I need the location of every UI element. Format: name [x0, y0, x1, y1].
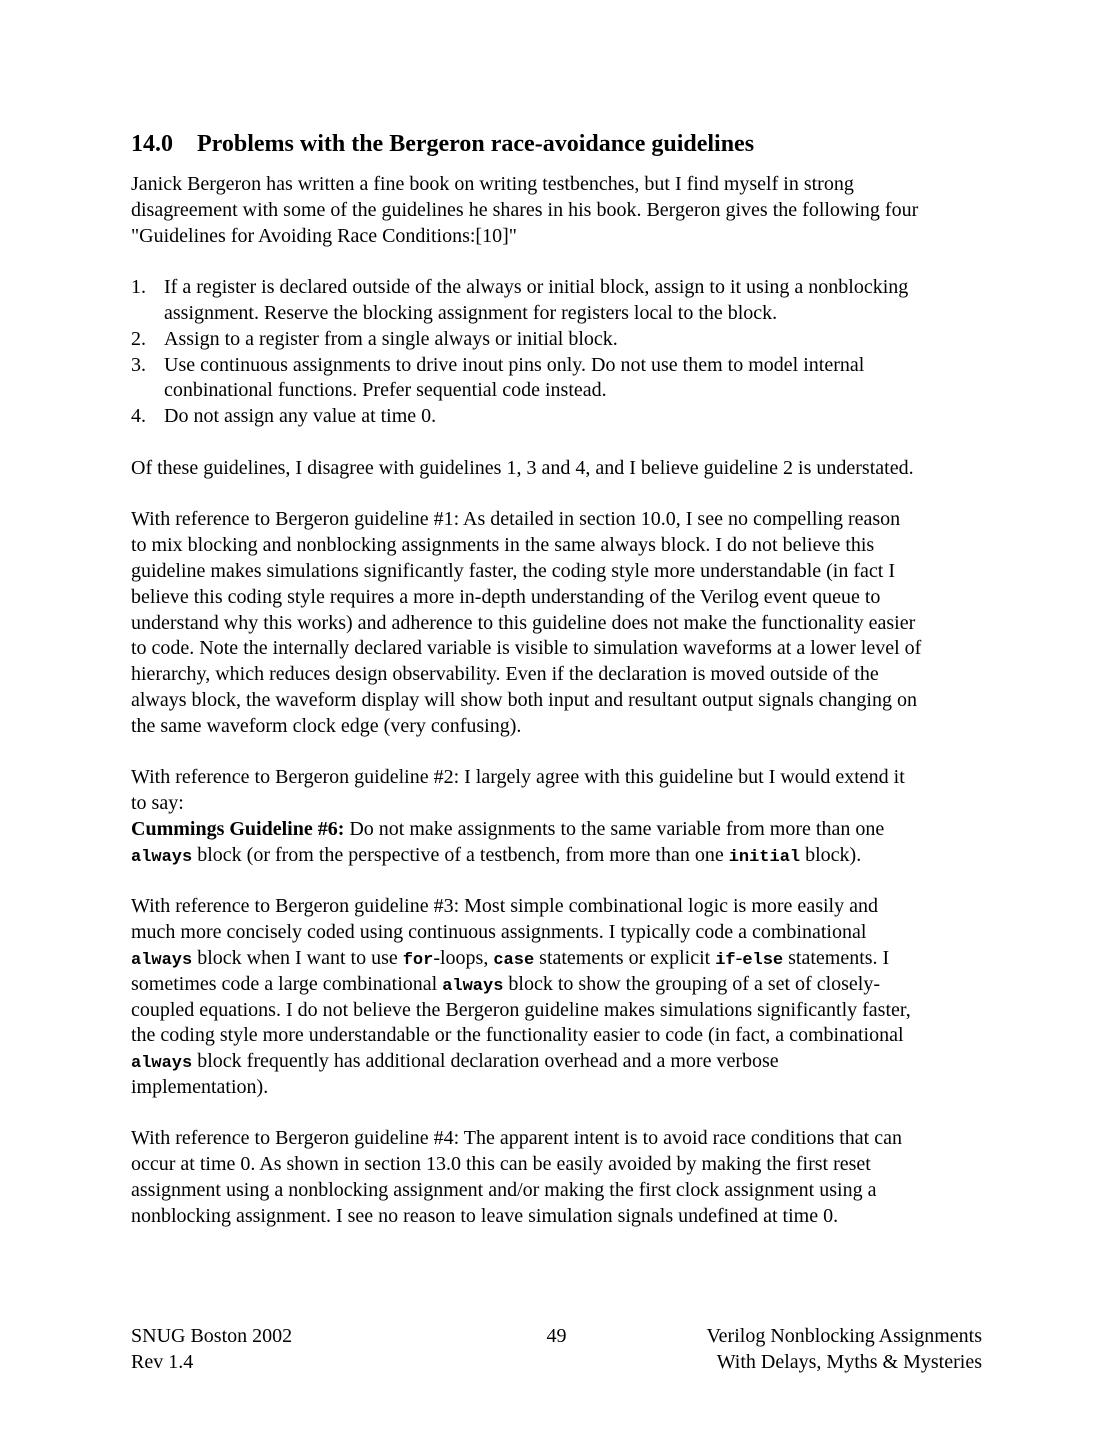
code-keyword: initial [728, 847, 801, 867]
text-run: Do not make assignments to the same variable from more than one [344, 817, 885, 840]
code-keyword: case [493, 950, 535, 970]
text-line [131, 688, 991, 714]
text-line [131, 533, 991, 559]
list-item-text: assignment. Reserve the blocking assignment for registers local to the block. [164, 301, 778, 324]
footer-title-line1: Verilog Nonblocking Assignments [706, 1325, 982, 1347]
text-line [131, 1075, 991, 1101]
code-keyword: always [131, 847, 193, 867]
list-number: 3. [131, 353, 146, 376]
paragraph [131, 765, 991, 868]
text-run: - [735, 946, 743, 969]
text-line [131, 817, 991, 843]
text-run: With reference to Bergeron guideline #3: Most simple combinational logic is more easily and [131, 895, 878, 918]
intro-paragraph [131, 172, 991, 249]
paragraph [131, 456, 991, 482]
code-keyword: else [742, 950, 784, 970]
code-keyword: always [442, 976, 504, 996]
list-item [131, 353, 991, 405]
section-title: Problems with the Bergeron race-avoidance guidelines [197, 131, 755, 157]
text-line [131, 894, 991, 920]
paragraph [131, 894, 991, 1100]
text-line [131, 1049, 991, 1075]
text-run: disagreement with some of the guidelines he shares in his book. Bergeron gives the following four [131, 198, 919, 221]
guidelines-list [131, 275, 991, 430]
text-line [131, 843, 991, 869]
text-run: block when I want to use [192, 946, 403, 969]
text-run: With reference to Bergeron guideline #1: As detailed in section 10.0, I see no compelling reason [131, 508, 901, 531]
list-item-text: Do not assign any value at time 0. [164, 405, 437, 428]
text-line [131, 507, 991, 533]
text-run: understand why this works) and adherence to this guideline does not make the functionality easier [131, 611, 916, 634]
text-run: the same waveform clock edge (very confusing). [131, 714, 522, 737]
text-line [131, 611, 991, 637]
text-line [131, 714, 991, 740]
footer-conference: SNUG Boston 2002 [131, 1325, 293, 1347]
text-line [131, 972, 991, 998]
text-line [131, 791, 991, 817]
text-run: occur at time 0. As shown in section 13.0 this can be easily avoided by making the first reset [131, 1153, 871, 1176]
list-item [131, 275, 991, 327]
text-run: nonblocking assignment. I see no reason to leave simulation signals undefined at time 0. [131, 1204, 839, 1227]
code-keyword: if [715, 950, 736, 970]
footer-right [706, 1323, 982, 1375]
text-line [131, 1204, 991, 1230]
text-run: With reference to Bergeron guideline #2: I largely agree with this guideline but I would extend it [131, 766, 905, 789]
list-number: 1. [131, 276, 146, 299]
text-run: to say: [131, 792, 184, 815]
text-run: block (or from the perspective of a testbench, from more than one [192, 843, 729, 866]
bold-text: Cummings Guideline #6: [131, 817, 345, 840]
text-line [131, 946, 991, 972]
text-line [131, 1178, 991, 1204]
text-line [131, 456, 991, 482]
footer-title-line2: With Delays, Myths & Mysteries [716, 1351, 982, 1373]
text-run: implementation). [131, 1075, 269, 1098]
body-paragraphs [131, 456, 991, 1230]
text-run: always block, the waveform display will show both input and resultant output signals changing on [131, 688, 917, 711]
text-line [131, 1023, 991, 1049]
text-line [131, 172, 991, 198]
text-run: to mix blocking and nonblocking assignments in the same always block. I do not believe this [131, 534, 875, 557]
text-run: With reference to Bergeron guideline #4: The apparent intent is to avoid race conditions that can [131, 1127, 902, 1150]
text-run: statements or explicit [534, 946, 716, 969]
text-run: the coding style more understandable or the functionality easier to code (in fact, a combinational [131, 1024, 904, 1047]
text-line [131, 585, 991, 611]
section-number: 14.0 [131, 131, 173, 157]
text-line [131, 998, 991, 1024]
text-run: believe this coding style requires a more in-depth understanding of the Verilog event queue to [131, 585, 881, 608]
text-run: hierarchy, which reduces design observability. Even if the declaration is moved outside of the [131, 663, 879, 686]
list-item-text: Use continuous assignments to drive inout pins only. Do not use them to model internal [164, 353, 865, 376]
text-line [131, 198, 991, 224]
text-line [131, 636, 991, 662]
text-run: much more concisely coded using continuous assignments. I typically code a combinational [131, 921, 867, 944]
list-item [131, 404, 991, 430]
text-line [131, 920, 991, 946]
code-keyword: always [131, 950, 193, 970]
list-item-text: If a register is declared outside of the always or initial block, assign to it using a nonblocking [164, 276, 909, 299]
text-run: Of these guidelines, I disagree with guidelines 1, 3 and 4, and I believe guideline 2 is understated. [131, 456, 914, 479]
list-number: 2. [131, 327, 146, 350]
text-run: Janick Bergeron has written a fine book on writing testbenches, but I find myself in strong [131, 173, 854, 195]
text-line [131, 559, 991, 585]
code-keyword: always [131, 1054, 193, 1074]
text-run: block frequently has additional declaration overhead and a more verbose [192, 1050, 779, 1073]
code-keyword: for [402, 950, 434, 970]
document-body [131, 172, 991, 1255]
text-run: "Guidelines for Avoiding Race Conditions:[10]" [131, 224, 517, 247]
text-run: assignment using a nonblocking assignment and/or making the first clock assignment using a [131, 1179, 877, 1202]
text-line [131, 765, 991, 791]
list-item-text: conbinational functions. Prefer sequential code instead. [164, 379, 607, 402]
text-line [131, 1152, 991, 1178]
list-number: 4. [131, 405, 146, 428]
page-number: 49 [546, 1325, 567, 1347]
text-run: guideline makes simulations significantly faster, the coding style more understandable (in fact I [131, 559, 895, 582]
text-run: block). [800, 843, 862, 866]
paragraph [131, 1126, 991, 1229]
text-run: -loops, [433, 946, 494, 969]
text-run: sometimes code a large combinational [131, 972, 443, 995]
paragraph [131, 507, 991, 739]
text-run: coupled equations. I do not believe the Bergeron guideline makes simulations significantly faster, [131, 998, 911, 1021]
text-line [131, 224, 991, 250]
text-run: block to show the grouping of a set of closely- [503, 972, 881, 995]
text-run: statements. I [783, 946, 890, 969]
list-item [131, 327, 991, 353]
footer-revision: Rev 1.4 [131, 1351, 194, 1373]
text-line [131, 1126, 991, 1152]
section-heading [131, 131, 754, 158]
text-line [131, 662, 991, 688]
list-item-text: Assign to a register from a single always or initial block. [164, 327, 618, 350]
text-run: to code. Note the internally declared variable is visible to simulation waveforms at a lower level of [131, 637, 922, 660]
